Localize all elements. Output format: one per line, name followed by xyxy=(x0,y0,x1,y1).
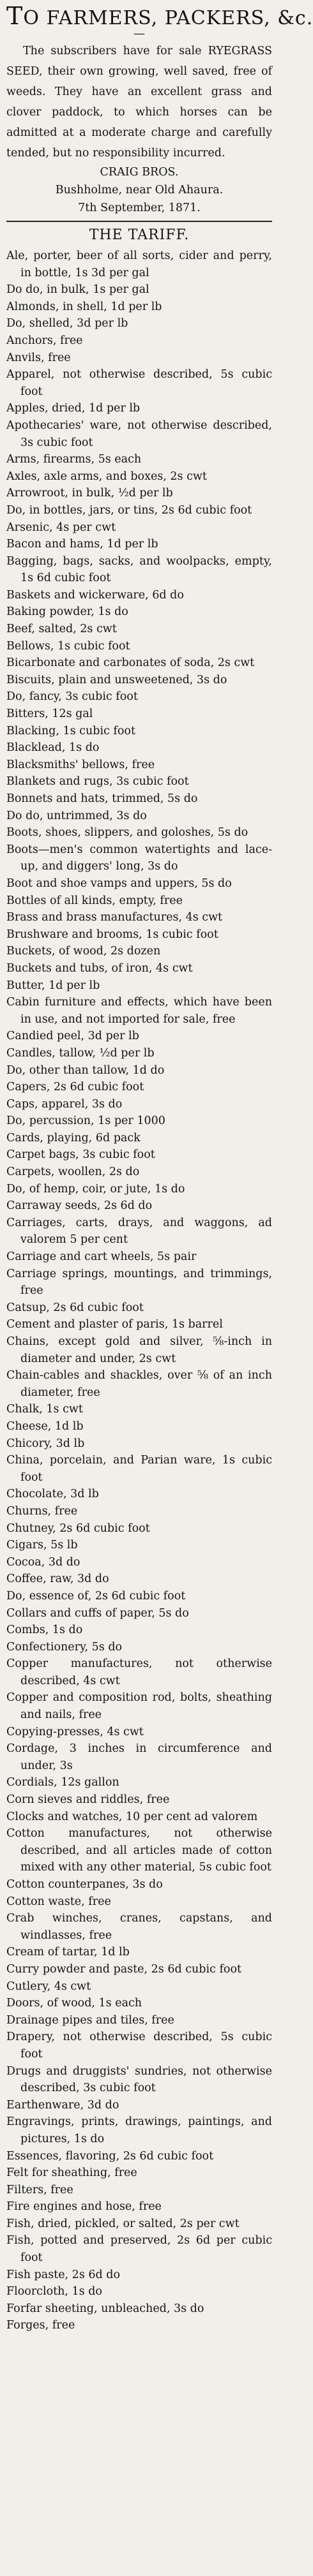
tariff-entry: Confectionery, 5s do xyxy=(6,1640,123,1654)
tariff-list xyxy=(6,248,272,2334)
tariff-entry: Apothecaries' ware, not otherwise described, 3s cubic foot xyxy=(6,418,272,449)
tariff-entry: Cordage, 3 inches in circumference and under, 3s xyxy=(6,1742,272,1772)
tariff-entry: Do, other than tallow, 1d do xyxy=(6,1063,165,1077)
tariff-entry: Do, essence of, 2s 6d cubic foot xyxy=(6,1589,186,1603)
tariff-entry: Cordials, 12s gallon xyxy=(6,1776,119,1789)
tariff-entry: Biscuits, plain and unsweetened, 3s do xyxy=(6,673,227,686)
tariff-entry: Arrowroot, in bulk, ½d per lb xyxy=(6,487,173,500)
tariff-entry: Forfar sheeting, unbleached, 3s do xyxy=(6,2302,204,2315)
tariff-entry: Fire engines and hose, free xyxy=(6,2200,162,2214)
tariff-entry: Candles, tallow, ½d per lb xyxy=(6,1046,155,1060)
tariff-entry: Do, of hemp, coir, or jute, 1s do xyxy=(6,1182,185,1195)
tariff-entry: Bonnets and hats, trimmed, 5s do xyxy=(6,792,198,805)
tariff-entry: Fish paste, 2s 6d do xyxy=(6,2268,120,2281)
tariff-entry: Brushware and brooms, 1s cubic foot xyxy=(6,928,218,941)
tariff-entry: China, porcelain, and Parian ware, 1s cubic foot xyxy=(6,1454,272,1484)
tariff-entry: Cocoa, 3d do xyxy=(6,1555,80,1569)
tariff-entry: Drapery, not otherwise described, 5s cubic foot xyxy=(6,2031,272,2061)
tariff-entry: Blankets and rugs, 3s cubic foot xyxy=(6,775,189,788)
advertisement-body: The subscribers have for sale RYEGRASS SEED, their own growing, well saved, free of weeds. They have an excellent grass and clover paddock, to which horses can be admitted at a moderate charge and carefully tended, but no responsibility incurred. xyxy=(6,45,272,159)
tariff-entry: Arms, firearms, 5s each xyxy=(6,453,142,466)
tariff-entry: Cotton counterpanes, 3s do xyxy=(6,1878,163,1891)
tariff-entry: Cigars, 5s lb xyxy=(6,1539,78,1552)
tariff-entry: Beef, salted, 2s cwt xyxy=(6,623,117,636)
tariff-entry: Apples, dried, 1d per lb xyxy=(6,402,141,415)
tariff-entry: Boot and shoe vamps and uppers, 5s do xyxy=(6,877,232,890)
tariff-entry: Candied peel, 3d per lb xyxy=(6,1030,139,1043)
tariff-entry: Copper and composition rod, bolts, sheathing and nails, free xyxy=(6,1691,272,1722)
tariff-entry: Almonds, in shell, 1d per lb xyxy=(6,300,162,313)
tariff-entry: Carriage springs, mountings, and trimmings, free xyxy=(6,1267,272,1298)
tariff-entry: Earthenware, 3d do xyxy=(6,2098,119,2112)
advertisement-signature: CRAIG BROS. xyxy=(100,166,179,179)
tariff-entry: Chain-cables and shackles, over ⅝ of an inch diameter, free xyxy=(6,1369,272,1399)
tariff-entry: Bagging, bags, sacks, and woolpacks, empty, 1s 6d cubic foot xyxy=(6,554,272,585)
tariff-entry: Felt for sheathing, free xyxy=(6,2166,137,2180)
tariff-entry: Blacklead, 1s do xyxy=(6,741,100,755)
tariff-entry: Cream of tartar, 1d lb xyxy=(6,1946,130,1959)
tariff-entry: Collars and cuffs of paper, 5s do xyxy=(6,1606,189,1620)
tariff-entry: Baskets and wickerware, 6d do xyxy=(6,588,184,602)
advertisement-date: 7th September, 1871. xyxy=(78,202,201,214)
tariff-entry: Clocks and watches, 10 per cent ad valorem xyxy=(6,1810,258,1823)
tariff-entry: Buckets and tubs, of iron, 4s cwt xyxy=(6,961,193,975)
tariff-entry: Chalk, 1s cwt xyxy=(6,1403,83,1416)
tariff-entry: Floorcloth, 1s do xyxy=(6,2285,102,2298)
tariff-entry: Bellows, 1s cubic foot xyxy=(6,639,130,653)
tariff-entry: Brass and brass manufactures, 4s cwt xyxy=(6,911,223,924)
tariff-entry: Essences, flavoring, 2s 6d cubic foot xyxy=(6,2149,214,2163)
tariff-entry: Chains, except gold and silver, ⅝-inch in diameter and under, 2s cwt xyxy=(6,1335,272,1365)
tariff-entry: Filters, free xyxy=(6,2183,73,2196)
tariff-entry: Fish, dried, pickled, or salted, 2s per cwt xyxy=(6,2217,240,2230)
tariff-entry: Coffee, raw, 3d do xyxy=(6,1573,109,1586)
section-divider xyxy=(6,221,272,222)
tariff-entry: Crab winches, cranes, capstans, and windlasses, free xyxy=(6,1912,272,1942)
tariff-entry: Forges, free xyxy=(6,2319,75,2332)
tariff-entry: Bottles of all kinds, empty, free xyxy=(6,894,183,907)
tariff-entry: Boots, shoes, slippers, and goloshes, 5s do xyxy=(6,826,248,840)
tariff-entry: Chicory, 3d lb xyxy=(6,1437,85,1450)
tariff-entry: Do, percussion, 1s per 1000 xyxy=(6,1114,165,1128)
tariff-entry: Anchors, free xyxy=(6,334,83,347)
heading-dash: — xyxy=(134,27,145,40)
tariff-entry: Curry powder and paste, 2s 6d cubic foot xyxy=(6,1962,242,1976)
tariff-entry: Arsenic, 4s per cwt xyxy=(6,521,116,534)
tariff-entry: Cutlery, 4s cwt xyxy=(6,1980,91,1993)
tariff-entry: Caps, apparel, 3s do xyxy=(6,1097,123,1111)
tariff-entry: Carriage and cart wheels, 5s pair xyxy=(6,1250,197,1264)
tariff-entry: Blacking, 1s cubic foot xyxy=(6,724,135,737)
tariff-entry: Do, fancy, 3s cubic foot xyxy=(6,690,138,704)
tariff-entry: Engravings, prints, drawings, paintings, and pictures, 1s do xyxy=(6,2115,272,2145)
tariff-entry: Drugs and druggists' sundries, not otherwise described, 3s cubic foot xyxy=(6,2064,272,2095)
tariff-entry: Copying-presses, 4s cwt xyxy=(6,1725,144,1738)
advertisement-heading-text: O FARMERS, PACKERS, &c. xyxy=(23,7,313,29)
tariff-entry: Ale, porter, beer of all sorts, cider and perry, in bottle, 1s 3d per gal xyxy=(6,249,272,279)
tariff-entry: Baking powder, 1s do xyxy=(6,605,128,619)
tariff-entry: Butter, 1d per lb xyxy=(6,979,100,992)
drop-initial: T xyxy=(6,2,24,30)
tariff-entry: Fish, potted and preserved, 2s 6d per cubic foot xyxy=(6,2234,272,2265)
tariff-entry: Cheese, 1d lb xyxy=(6,1419,84,1433)
advertisement-address: Bushholme, near Old Ahaura. xyxy=(55,184,224,196)
tariff-entry: Boots—men's common watertights and lace-up, and diggers' long, 3s do xyxy=(6,843,272,873)
tariff-entry: Copper manufactures, not otherwise described, 4s cwt xyxy=(6,1657,272,1687)
tariff-entry: Cards, playing, 6d pack xyxy=(6,1131,141,1144)
tariff-entry: Drainage pipes and tiles, free xyxy=(6,2013,174,2027)
tariff-entry: Do do, untrimmed, 3s do xyxy=(6,809,147,822)
tariff-entry: Blacksmiths' bellows, free xyxy=(6,758,155,771)
tariff-entry: Carraway seeds, 2s 6d do xyxy=(6,1199,153,1213)
tariff-entry: Do, in bottles, jars, or tins, 2s 6d cubic foot xyxy=(6,503,252,517)
tariff-title: THE TARIFF. xyxy=(89,227,190,243)
tariff-entry: Do, shelled, 3d per lb xyxy=(6,317,128,330)
tariff-entry: Catsup, 2s 6d cubic foot xyxy=(6,1301,144,1314)
tariff-entry: Carriages, carts, drays, and waggons, ad valorem 5 per cent xyxy=(6,1216,272,1247)
tariff-entry: Capers, 2s 6d cubic foot xyxy=(6,1081,144,1094)
tariff-entry: Buckets, of wood, 2s dozen xyxy=(6,945,161,958)
tariff-entry: Chocolate, 3d lb xyxy=(6,1488,99,1501)
tariff-entry: Cotton waste, free xyxy=(6,1895,111,1908)
tariff-entry: Cotton manufactures, not otherwise described, and all articles made of cotton mixed with any other material, 5s cubic foot xyxy=(6,1827,272,1874)
tariff-entry: Axles, axle arms, and boxes, 2s cwt xyxy=(6,470,207,483)
tariff-entry: Cabin furniture and effects, which have been in use, and not imported for sale, free xyxy=(6,996,272,1026)
tariff-entry: Anvils, free xyxy=(6,351,71,364)
tariff-entry: Combs, 1s do xyxy=(6,1624,83,1637)
tariff-entry: Carpet bags, 3s cubic foot xyxy=(6,1148,155,1162)
tariff-entry: Apparel, not otherwise described, 5s cubic foot xyxy=(6,368,272,398)
tariff-entry: Bicarbonate and carbonates of soda, 2s cwt xyxy=(6,656,255,670)
tariff-entry: Corn sieves and riddles, free xyxy=(6,1793,170,1807)
advertisement-heading xyxy=(6,2,313,30)
tariff-entry: Churns, free xyxy=(6,1504,78,1518)
tariff-entry: Cement and plaster of paris, 1s barrel xyxy=(6,1318,223,1331)
tariff-entry: Chutney, 2s 6d cubic foot xyxy=(6,1521,150,1535)
tariff-entry: Bacon and hams, 1d per lb xyxy=(6,538,158,551)
tariff-entry: Carpets, woollen, 2s do xyxy=(6,1166,140,1179)
tariff-entry: Bitters, 12s gal xyxy=(6,707,93,721)
tariff-entry: Doors, of wood, 1s each xyxy=(6,1997,142,2010)
tariff-entry: Do do, in bulk, 1s per gal xyxy=(6,283,149,297)
